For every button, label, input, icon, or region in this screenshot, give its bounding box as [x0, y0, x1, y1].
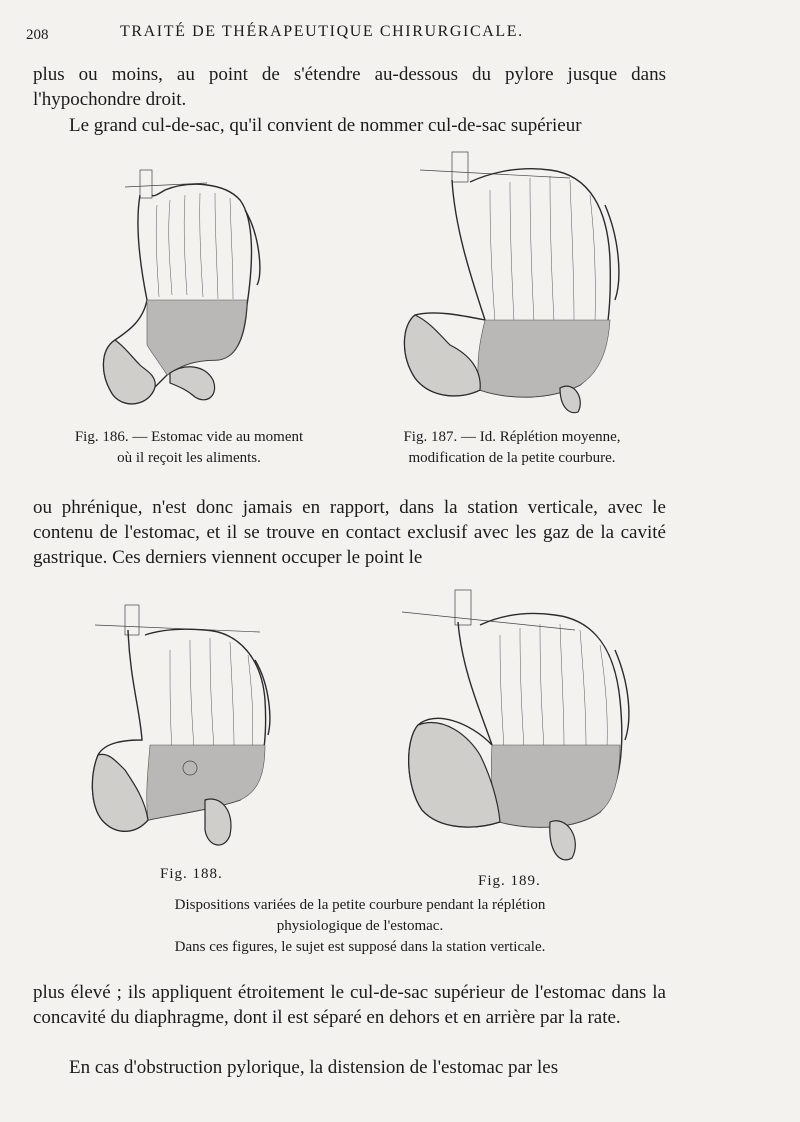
- figure-187-stomach-moderate: [400, 150, 640, 415]
- figure-186-caption-line2: où il reçoit les aliments.: [117, 450, 261, 466]
- figure-187-caption: [362, 427, 662, 469]
- figure-188-label: Fig. 188.: [160, 866, 223, 882]
- figure-187-caption-line2: modification de la petite courbure.: [408, 450, 616, 466]
- figure-186-stomach-empty: [95, 165, 285, 415]
- shared-caption-line1: Dispositions variées de la petite courbure pendant la réplétion: [174, 897, 546, 913]
- paragraph-3: ou phrénique, n'est donc jamais en rapport, dans la station verticale, avec le contenu de l'estomac, et il se trouve en contact exclusif avec les gaz de la cavité gastrique. Ces derniers viennent occuper le point le: [33, 497, 666, 568]
- figure-189-stomach-variant: [400, 590, 640, 865]
- shared-caption: [60, 895, 660, 958]
- figure-186-caption-line1: Fig. 186. — Estomac vide au moment: [74, 429, 304, 445]
- figure-186-caption: [33, 427, 345, 469]
- paragraph-4: plus élevé ; ils appliquent étroitement le cul-de-sac supérieur de l'estomac dans la concavité du diaphragme, dont il est séparé en dehors et en arrière par la rate.: [33, 982, 666, 1028]
- figure-187-caption-line1: Fig. 187. — Id. Réplétion moyenne,: [403, 429, 621, 445]
- shared-caption-line2: physiologique de l'estomac.: [276, 918, 444, 934]
- paragraph-1: plus ou moins, au point de s'étendre au-dessous du pylore jusque dans l'hypochondre droit.: [33, 64, 666, 110]
- shared-caption-line3: Dans ces figures, le sujet est supposé dans la station verticale.: [174, 939, 546, 955]
- page-number: 208: [26, 27, 49, 43]
- figure-188-stomach-variant: [90, 600, 280, 855]
- figure-189-label: Fig. 189.: [478, 873, 541, 889]
- paragraph-2: Le grand cul-de-sac, qu'il convient de nommer cul-de-sac supérieur: [69, 115, 582, 136]
- paragraph-5: En cas d'obstruction pylorique, la distension de l'estomac par les: [69, 1057, 559, 1078]
- running-title: TRAITÉ DE THÉRAPEUTIQUE CHIRURGICALE.: [120, 23, 524, 40]
